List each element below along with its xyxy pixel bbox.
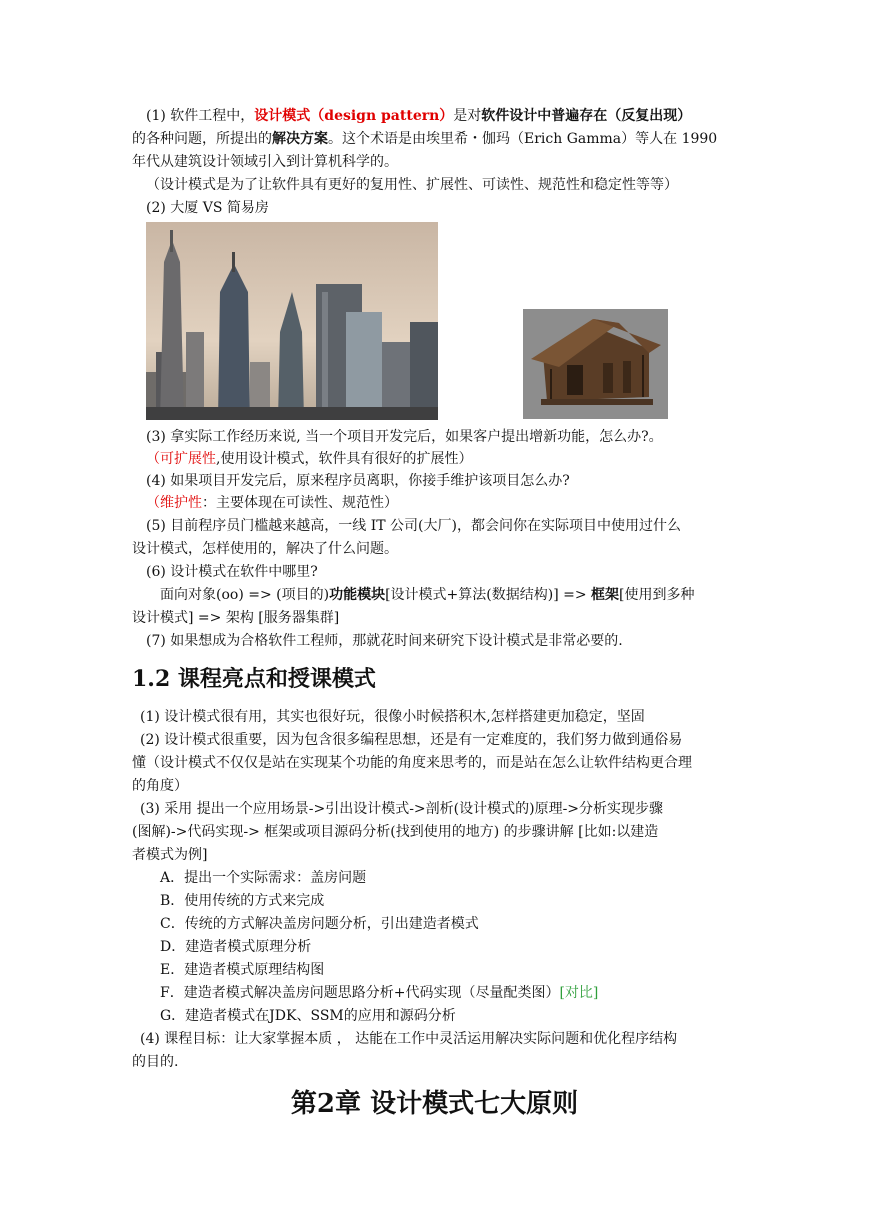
course-point-4-line-2: 的目的. <box>132 1054 179 1070</box>
para-3: (3) 拿实际工作经历来说, 当一个项目开发完后，如果客户提出增新功能，怎么办?。 <box>146 429 663 445</box>
para-7: (7) 如果想成为合格软件工程师，那就花时间来研究下设计模式是非常必要的. <box>146 633 623 649</box>
course-point-1: (1) 设计模式很有用，其实也很好玩，很像小时候搭积木,怎样搭建更加稳定，坚固 <box>140 709 645 725</box>
list-item-d: D．建造者模式原理分析 <box>160 939 312 955</box>
para-1-line-1: (1) 软件工程中，设计模式（design pattern）是对软件设计中普遍存在（反复出现） <box>146 108 692 124</box>
para-5-line-1: (5) 目前程序员门槛越来越高，一线 IT 公司(大厂)，都会问你在实际项目中使用过什么 <box>146 518 681 534</box>
skyscraper-image <box>146 222 438 420</box>
list-item-a: A．提出一个实际需求：盖房问题 <box>160 870 367 886</box>
list-item-f: F．建造者模式解决盖房问题思路分析+代码实现（尽量配类图）[对比] <box>160 985 599 1001</box>
para-6-line-3: 设计模式] => 架构 [服务器集群] <box>132 610 340 626</box>
course-point-2-line-3: 的角度） <box>132 778 188 794</box>
para-1-line-2: 的各种问题，所提出的解决方案。这个术语是由埃里希・伽玛（Erich Gamma）等人在 1990 <box>132 131 718 147</box>
term-design-pattern: 设计模式（design pattern） <box>254 108 454 124</box>
para-1-line-3: 年代从建筑设计领域引入到计算机科学的。 <box>132 154 398 170</box>
course-point-2-line-1: (2) 设计模式很重要，因为包含很多编程思想，还是有一定难度的，我们努力做到通俗易 <box>140 732 683 748</box>
list-item-g: G．建造者模式在JDK、SSM的应用和源码分析 <box>160 1008 456 1024</box>
course-point-3-line-3: 者模式为例] <box>132 847 208 863</box>
para-6: (6) 设计模式在软件中哪里? <box>146 564 318 580</box>
hut-image <box>523 309 668 419</box>
section-heading-1-2: 1.2 课程亮点和授课模式 <box>132 666 376 692</box>
course-point-2-line-2: 懂（设计模式不仅仅是站在实现某个功能的角度来思考的，而是站在怎么让软件结构更合理 <box>132 755 692 771</box>
list-item-b: B．使用传统的方式来完成 <box>160 893 325 909</box>
course-point-3-line-2: (图解)->代码实现-> 框架或项目源码分析(找到使用的地方) 的步骤讲解 [比如:以建造 <box>132 824 659 840</box>
list-item-c: C．传统的方式解决盖房问题分析，引出建造者模式 <box>160 916 479 932</box>
para-2: (2) 大厦 VS 简易房 <box>146 200 269 216</box>
chapter-2-heading: 第2章 设计模式七大原则 <box>290 1089 579 1119</box>
compare-note: [对比] <box>559 985 599 1001</box>
course-point-3-line-1: (3) 采用 提出一个应用场景->引出设计模式->剖析(设计模式的)原理->分析实现步骤 <box>140 801 664 817</box>
para-5-line-2: 设计模式，怎样使用的，解决了什么问题。 <box>132 541 398 557</box>
list-item-e: E．建造者模式原理结构图 <box>160 962 325 978</box>
para-6-line-2: 面向对象(oo) => (项目的)功能模块[设计模式+算法(数据结构)] => 框架[使用到多种 <box>160 587 695 603</box>
para-4: (4) 如果项目开发完后，原来程序员离职，你接手维护该项目怎么办? <box>146 473 570 489</box>
para-3-note: （可扩展性,使用设计模式，软件具有很好的扩展性） <box>146 451 473 467</box>
course-point-4-line-1: (4) 课程目标：让大家掌握本质 ， 达能在工作中灵活运用解决实际问题和优化程序结构 <box>140 1031 678 1047</box>
para-1-line-4: （设计模式是为了让软件具有更好的复用性、扩展性、可读性、规范性和稳定性等等） <box>146 177 678 193</box>
para-4-note: （维护性：主要体现在可读性、规范性） <box>146 495 398 511</box>
